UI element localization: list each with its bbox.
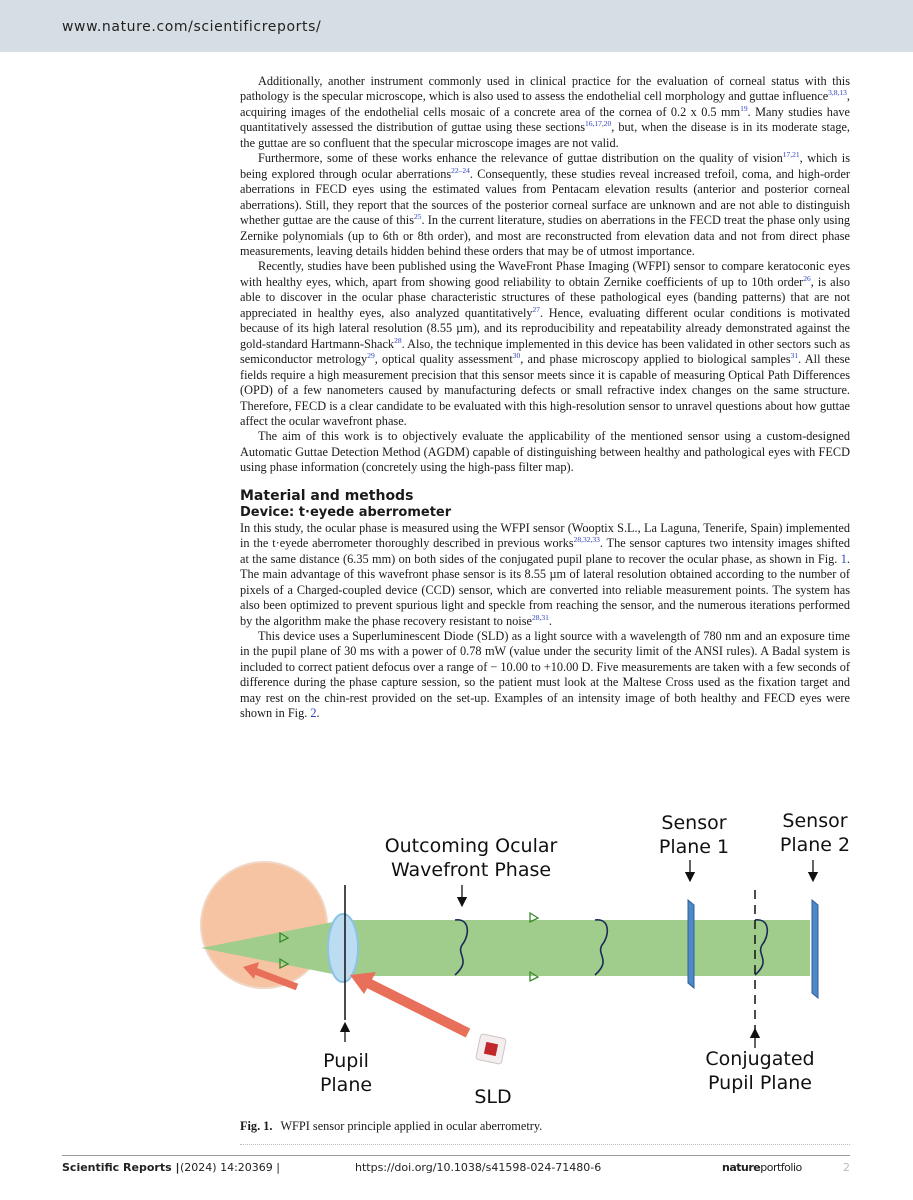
text: . All these fields require a high measurement precision that this sensor meets since it is capable of measuring Optical Path Differences (OPD) of a few nanometers caused by manufacturing defects or small refractive index changes on the same structure. Therefore, FECD is a clear candidate to be evaluated with this high-resolution sensor to unravel questions about how guttae affect the ocular wavefront phase. (240, 352, 850, 428)
page-number: 2 (843, 1161, 850, 1174)
label-pupil-2: Plane (319, 1074, 373, 1096)
text: , optical quality assessment (374, 352, 513, 367)
footer-citation: (2024) 14:20369 | (180, 1161, 280, 1174)
citation-link[interactable]: 25 (413, 212, 422, 222)
citation-link[interactable]: 28,31 (531, 612, 549, 622)
lens-icon (328, 914, 358, 982)
text: Furthermore, some of these works enhance the relevance of guttae distribution on the quality of vision (258, 151, 783, 166)
label-pupil-1: Pupil (323, 1050, 369, 1072)
citation-link[interactable]: 26 (803, 273, 811, 283)
text: . In the current literature, studies on aberrations in the FECD treat the phase only using Zernike polynomials (up to 6th or 8th order), and most are reconstructed from elevation data and not from direct phase measurements, leaving details hidden behind these orders that may be of utmost importance. (240, 213, 851, 258)
footer-journal: Scientific Reports | (62, 1161, 180, 1174)
text: . Consequently, these studies reveal increased trefoil, coma, and high-order aberrations in FECD eyes using the estimated values from Pentacam elevation results (anterior and posterior corneal aberrations). Still, they report that the sources of the posterior corneal surface are unknown and are not able to distinguish whether guttae are the cause of this (240, 166, 850, 228)
section-title: Material and methods (240, 487, 414, 504)
sensor-plane-2 (812, 900, 818, 998)
label-sensor2-2: Plane 2 (779, 834, 851, 856)
sld-beam-arrow (368, 983, 468, 1033)
citation-link[interactable]: 28 (394, 335, 402, 345)
label-sensor1-1: Sensor (661, 812, 727, 834)
publisher-logo (722, 1161, 802, 1174)
light-beam (343, 920, 810, 976)
label-outcoming-2: Wavefront Phase (390, 859, 552, 881)
text: , acquiring images of the endothelial cells mosaic of a concrete area of the cornea of 0.2 x 0.5 mm (240, 89, 850, 119)
figure-link[interactable]: 2 (310, 706, 317, 721)
citation-link[interactable]: 30 (512, 351, 521, 361)
sensor-plane-1 (688, 900, 694, 988)
caption-divider (240, 1144, 850, 1145)
text: Additionally, another instrument commonly used in clinical practice for the evaluation of corneal status with this pathology is the specular microscope, which is also used to assess the endothelial cell morphology and guttae influence (240, 74, 850, 104)
label-sld: SLD (474, 1086, 512, 1108)
citation-link[interactable]: 27 (532, 304, 541, 314)
text: . (316, 706, 320, 721)
sld-chip-icon (476, 1034, 507, 1065)
text: This device uses a Superluminescent Diode (SLD) as a light source with a wavelength of 780 nm and an exposure time in the pupil plane of 30 ms with a power of 0.78 mW (value under the security limit of the ANSI rules). A Badal system is included to correct patient defocus over a range of − 10.00 to +10.00 D. Five measurements are taken with a few seconds of difference during the phase capture session, so the patient must look at the Maltese Cross used as the fixation target and may rest on the chin-rest provided on the set-up. Examples of an intensity image of both healthy and FECD eyes were shown in Fig. (240, 628, 850, 721)
figure-caption (240, 1119, 542, 1134)
citation-link[interactable]: 29 (367, 351, 375, 361)
citation-link[interactable]: 31 (790, 351, 799, 361)
label-conj-1: Conjugated (705, 1048, 815, 1070)
citation-link[interactable]: 19 (740, 103, 748, 113)
footer-divider (62, 1155, 850, 1156)
label-outcoming-1: Outcoming Ocular (384, 835, 558, 857)
subsection-title: Device: t·eyede aberrometer (240, 504, 452, 520)
text: . (548, 613, 552, 628)
caption-text: WFPI sensor principle applied in ocular aberrometry. (280, 1119, 543, 1133)
text: . Hence, evaluating different ocular conditions is motivated because of its high lateral resolution (8.55 µm), and its reproducibility and repeatability already demonstrated against the gold-standard Hartmann-Shack (240, 305, 850, 351)
footer-doi-link[interactable]: https://doi.org/10.1038/s41598-024-71480-6 (355, 1161, 602, 1174)
paragraph: The aim of this work is to objectively evaluate the applicability of the mentioned sensor using a custom-designed Automatic Guttae Detection Method (AGDM) capable of distinguishing between healthy and pathological eyes with FECD using phase information (concretely using the high-pass filter map). (240, 429, 850, 475)
label-sensor1-2: Plane 1 (658, 836, 730, 858)
site-url[interactable]: www.nature.com/scientificreports/ (62, 19, 322, 35)
citation-link[interactable]: 28,32,33 (573, 535, 600, 545)
logo-bold: nature (722, 1161, 761, 1174)
label-sensor2-1: Sensor (782, 810, 848, 832)
text: . Many studies have quantitatively assessed the distribution of guttae using these sections (240, 104, 851, 135)
text: . Also, the technique implemented in this device has been validated in other sectors such as semiconductor metrology (240, 336, 850, 367)
text: , and phase microscopy applied to biological samples (520, 352, 791, 367)
caption-label: Fig. 1. (240, 1119, 273, 1133)
text: In this study, the ocular phase is measured using the WFPI sensor (Wooptix S.L., La Laguna, Tenerife, Spain) implemented in the t·eyede aberrometer thoroughly described in previous works (240, 520, 850, 551)
text: Recently, studies have been published using the WaveFront Phase Imaging (WFPI) sensor to compare keratoconic eyes with healthy eyes, which, apart from showing good reliability to obtain Zernike coefficients of up to 10th order (240, 259, 850, 289)
label-conj-2: Pupil Plane (708, 1072, 812, 1094)
text: , but, when the disease is in its moderate stage, the guttae are so confluent that the specular microscope images are not valid. (240, 120, 851, 150)
logo-rest: portfolio (760, 1161, 802, 1174)
text: . The sensor captures two intensity images shifted at the same distance (6.35 mm) on both sides of the conjugated pupil plane to recover the ocular phase, as shown in Fig. (240, 536, 850, 566)
citation-link[interactable]: 17,21 (782, 150, 800, 160)
text: , which is being explored through ocular aberrations (240, 151, 850, 181)
citation-link[interactable]: 16,17,20 (585, 119, 612, 129)
text: . The main advantage of this wavefront phase sensor is its 8.55 µm of lateral resolution obtained according to the number of pixels of a Charged-coupled device (CCD) sensor, which are converted into reliable measurement points. The system has also been optimized to prevent spurious light and speckle from reaching the sensor, and the numerous iterations performed by the algorithm make the phase recovery resistant to noise (240, 551, 850, 628)
figure-link[interactable]: 1 (840, 551, 847, 566)
text: , is also able to discover in the ocular phase characteristic structures of these pathological eyes (banding patterns) that are not appreciated in healthy eyes, also analyzed quantitatively (240, 274, 850, 320)
citation-link[interactable]: 3,8,13 (828, 88, 847, 98)
citation-link[interactable]: 22–24 (451, 165, 470, 175)
